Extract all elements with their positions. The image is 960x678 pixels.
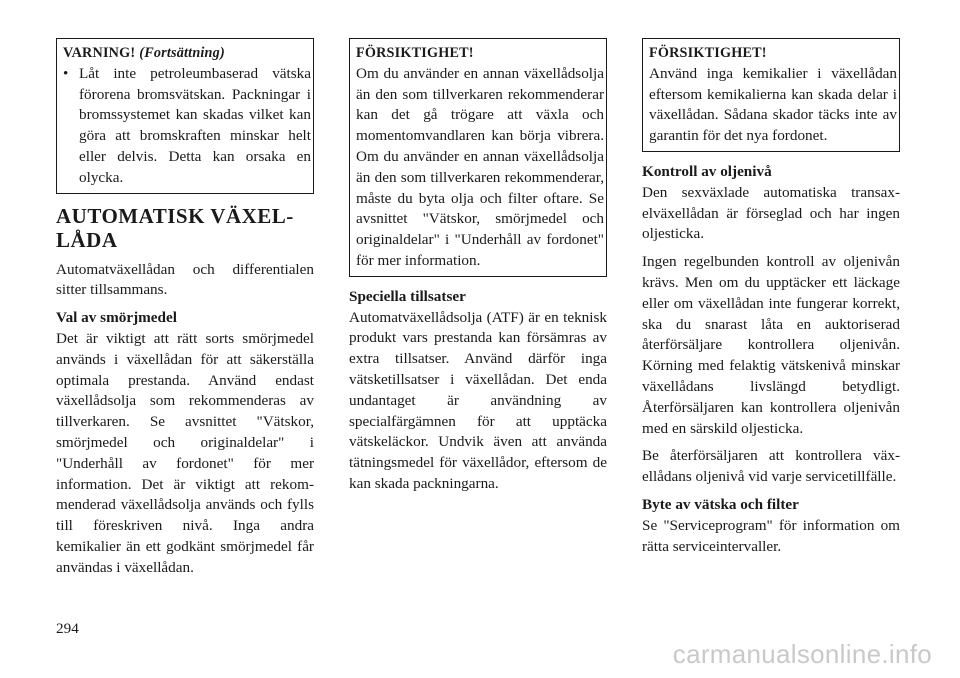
additives-paragraph: Automatväxellådsolja (ATF) är en teknisk produkt vars prestanda kan försämras av extra tillsatser. Använd därför inga vätsketillsatser i växellådan. Det enda undantaget är användning av specialfärgämnen för att upptäcka vätskeläckor. Undvik även att använda tätningsmedel för växellådor, eftersom de kan skada packningarna. xyxy=(349,308,607,492)
oil-level-heading: Kontroll av oljenivå xyxy=(642,162,772,180)
lubricant-paragraph: Det är viktigt att rätt sorts smörjmedel används i växellådan för att säkerställa optimala prestanda. Använd endast växellådsolja som rekommenderas av tillverkaren. Se avsnittet "Vätskor, smörjmedel och originaldelar" i "Underhåll av fordonet" för mer information. Det är viktigt att rekommenderad växellådsolja används och fylls till föreskriven nivå. Inga andra kemikalier än ett godkänt smörjmedel får användas i växellådan. xyxy=(56,329,314,576)
oil-level-paragraph-3: Be återförsäljaren att kontrollera växellådans oljenivå vid varje servicetillfälle. xyxy=(642,447,900,486)
warning-title: VARNING! xyxy=(63,45,136,61)
lubricant-block xyxy=(56,308,314,578)
caution-text-1: Om du använder en annan växellådsolja än den som tillverkaren rekommenderar kan det gå trögare att växla och momentomvandlaren kan börja vibrera. Om du använder en annan växellådsolja än den som tillverkaren rekommenderar, måste du byta olja och filter oftare. Se avsnittet "Vätskor, smörjmedel och originaldelar" i "Underhåll av fordonet" för mer information. xyxy=(356,64,604,269)
warning-box xyxy=(56,38,314,194)
column-right xyxy=(642,38,900,563)
additives-block xyxy=(349,287,607,495)
column-left xyxy=(56,38,314,585)
fluid-change-heading: Byte av vätska och filter xyxy=(642,495,799,513)
fluid-change-block xyxy=(642,495,900,557)
warning-continued: (Fortsättning) xyxy=(139,45,225,61)
fluid-change-paragraph: Se "Serviceprogram" för information om rätta serviceintervaller. xyxy=(642,516,900,555)
caution-text-2: Använd inga kemikalier i växellådan eftersom kemikalierna kan skada delar i växellådan. Sådana skador täcks inte av garantin för det nya fordonet. xyxy=(649,64,897,145)
additives-heading: Speciella tillsatser xyxy=(349,287,466,305)
caution-box-1 xyxy=(349,38,607,277)
caution-box-2 xyxy=(642,38,900,152)
warning-heading xyxy=(63,43,311,64)
caution-title-1: FÖRSIKTIGHET! xyxy=(356,45,474,61)
oil-level-paragraph-1: Den sexväxlade automatiska transaxelväxellådan är förseglad och har ingen oljesticka. xyxy=(642,183,900,243)
section-title: AUTOMATISK VÄXEL-LÅDA xyxy=(56,203,294,252)
intro-paragraph: Automatväxellådan och differentialen sitter tillsammans. xyxy=(56,260,314,299)
oil-level-block xyxy=(642,162,900,488)
column-middle xyxy=(349,38,607,501)
caution-title-2: FÖRSIKTIGHET! xyxy=(649,45,767,61)
lubricant-heading: Val av smörjmedel xyxy=(56,309,177,327)
bullet-icon: • xyxy=(63,64,69,82)
warning-bullet-item xyxy=(63,64,311,189)
watermark-text: carmanualsonline.info xyxy=(672,639,932,669)
page-number: 294 xyxy=(56,620,79,637)
warning-text: Låt inte petroleumbaserad vätska förorena bromsvätskan. Packningar i bromssystemet kan skadas vilket kan göra att bromskraften minskar helt eller delvis. Detta kan orsaka en olycka. xyxy=(79,64,311,186)
oil-level-paragraph-2: Ingen regelbunden kontroll av oljenivån krävs. Men om du upptäcker ett läckage eller om växellådan inte fungerar korrekt, ska du snarast låta en auktoriserad återförsäljare kontrollera oljenivån. Körning med felaktig vätskenivå minskar växellådans livslängd betydligt. Återförsäljaren kan kontrollera oljenivån med en särskild oljesticka. xyxy=(642,253,900,437)
